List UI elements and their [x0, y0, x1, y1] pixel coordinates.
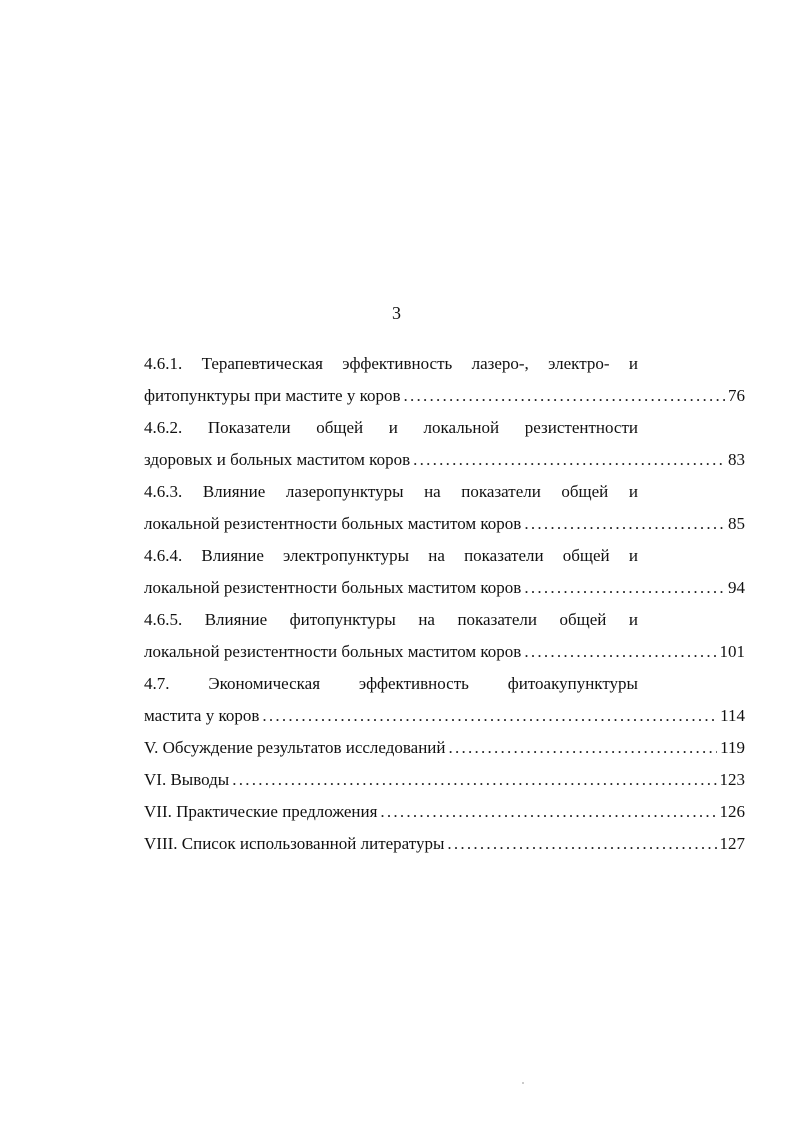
toc-page-number: 127: [719, 834, 745, 853]
toc-word: на: [428, 546, 445, 565]
toc-word: Влияние: [201, 546, 264, 565]
toc-entry-line: [144, 444, 745, 476]
toc-entry-line: [144, 700, 745, 732]
toc-word: и: [628, 546, 638, 565]
toc-word: показатели: [464, 546, 544, 565]
toc-word: 4.7.: [144, 674, 170, 693]
toc-word: Терапевтическая: [201, 354, 323, 373]
toc-word: 4.6.3.: [144, 482, 183, 501]
toc-entry-text: локальной резистентности больных маститом коров: [144, 514, 522, 533]
toc-entry-text: VI. Выводы: [144, 770, 230, 789]
dot-leader: [524, 636, 716, 668]
toc-word: 4.6.4.: [144, 546, 183, 565]
toc-word: Показатели: [207, 418, 291, 437]
toc-entry-text: локальной резистентности больных маститом коров: [144, 642, 522, 661]
toc-word: показатели: [461, 482, 541, 501]
toc-entry-text: мастита у коров: [144, 706, 260, 725]
dot-leader: [404, 380, 725, 412]
toc-word: лазеропунктуры: [285, 482, 404, 501]
dot-leader: [413, 444, 725, 476]
dot-leader: [449, 732, 718, 764]
toc-word: и: [388, 418, 398, 437]
toc-entry-heading: [144, 412, 638, 444]
toc-entry-line: [144, 636, 745, 668]
toc-word: локальной: [423, 418, 500, 437]
toc-entry-heading: [144, 604, 638, 636]
dot-leader: [447, 828, 716, 860]
toc-page-number: 119: [720, 738, 745, 757]
toc-word: общей: [316, 418, 364, 437]
toc-word: электропунктуры: [283, 546, 410, 565]
toc-entry-line: [144, 732, 745, 764]
toc-page-number: 101: [719, 642, 745, 661]
toc-entry-heading: [144, 540, 638, 572]
toc-word: эффективность: [342, 354, 453, 373]
toc-entry-text: VII. Практические предложения: [144, 802, 378, 821]
toc-word: фитопунктуры: [289, 610, 396, 629]
dot-leader: [232, 764, 716, 796]
toc-word: резистентности: [524, 418, 638, 437]
scan-speck: [522, 1082, 524, 1084]
page-number: 3: [392, 303, 401, 323]
toc-entry-text: локальной резистентности больных маститом коров: [144, 578, 522, 597]
toc-entry-text: VIII. Список использованной литературы: [144, 834, 445, 853]
toc-entry-text: фитопунктуры при мастите у коров: [144, 386, 401, 405]
toc-word: и: [628, 482, 638, 501]
toc-entry-line: [144, 764, 745, 796]
toc-word: 4.6.5.: [144, 610, 183, 629]
toc-entry-heading: [144, 476, 638, 508]
toc-word: на: [418, 610, 435, 629]
toc-word: Экономическая: [208, 674, 321, 693]
toc-word: лазеро-,: [471, 354, 529, 373]
toc-word: общей: [561, 482, 609, 501]
toc-word: эффективность: [358, 674, 469, 693]
toc-word: 4.6.2.: [144, 418, 183, 437]
toc-word: Влияние: [202, 482, 266, 501]
toc-entry-line: [144, 572, 745, 604]
toc-page-number: 94: [728, 578, 745, 597]
toc-page-number: 85: [728, 514, 745, 533]
toc-word: общей: [559, 610, 607, 629]
toc-page-number: 114: [720, 706, 745, 725]
toc-entry-text: V. Обсуждение результатов исследований: [144, 738, 446, 757]
dot-leader: [262, 700, 717, 732]
toc-word: и: [628, 610, 638, 629]
toc-word: фитоакупунктуры: [507, 674, 638, 693]
toc-page-number: 83: [728, 450, 745, 469]
toc-word: и: [628, 354, 638, 373]
toc-entry-line: [144, 508, 745, 540]
toc-word: общей: [562, 546, 610, 565]
dot-leader: [524, 572, 725, 604]
toc-word: электро-: [548, 354, 610, 373]
toc-word: на: [424, 482, 441, 501]
toc-word: 4.6.1.: [144, 354, 183, 373]
toc-entry-heading: [144, 348, 638, 380]
toc-word: Влияние: [204, 610, 268, 629]
dot-leader: [524, 508, 725, 540]
dot-leader: [380, 796, 716, 828]
toc-entry-line: [144, 380, 745, 412]
toc-entry-line: [144, 796, 745, 828]
toc-page-number: 126: [719, 802, 745, 821]
toc-page-number: 123: [719, 770, 745, 789]
toc-entry-line: [144, 828, 745, 860]
toc-entry-heading: [144, 668, 638, 700]
table-of-contents: [144, 348, 745, 860]
toc-entry-text: здоровых и больных маститом коров: [144, 450, 411, 469]
toc-word: показатели: [457, 610, 537, 629]
toc-page-number: 76: [728, 386, 745, 405]
